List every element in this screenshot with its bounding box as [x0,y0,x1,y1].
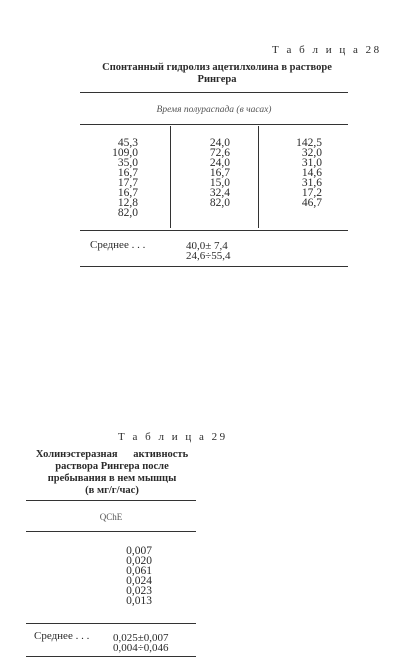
table-cell: 0,020 [126,555,152,567]
table29-title-line3: пребывания в нем мышцы [47,473,177,484]
table-cell: 142,5 [296,137,322,149]
table28-header-rule [80,124,348,125]
table29-title-line1: Холинэстеразная активность [35,449,189,460]
table28-col3 [280,138,322,208]
table28-mean-value: 40,0± 7,4 [186,240,228,252]
table-cell: 31,6 [301,177,322,189]
table-cell: 12,8 [117,197,138,209]
table28-col2 [196,138,230,208]
table-cell: 0,007 [126,545,152,557]
table-cell: 32,0 [301,147,322,159]
table29-header-rule [26,531,196,532]
table-cell: 72,6 [209,147,230,159]
table-cell: 45,3 [117,137,138,149]
table28-col1 [92,138,138,218]
table28-title-line1: Спонтанный гидролиз ацетилхолина в растворе [102,62,332,73]
table28-bottom-rule [80,266,348,267]
table29-values [112,546,152,606]
table-cell: 82,0 [117,207,138,219]
table-cell: 16,7 [209,167,230,179]
table28-column-header: Время полураспада (в часах) [156,105,272,115]
table29-body-rule [26,623,196,624]
table-cell: 17,7 [117,177,138,189]
table-cell: 0,024 [126,575,152,587]
table-cell: 16,7 [117,187,138,199]
table28-col-separator-1 [170,126,171,228]
table28-title-line2: Рингера [197,74,237,85]
table-cell: 24,0 [209,137,230,149]
table28-body-rule [80,230,348,231]
table29-title-line4: (в мг/г/час) [85,485,139,496]
table-cell: 31,0 [301,157,322,169]
table28-title [82,62,352,86]
table28-top-rule [80,92,348,93]
table29-mean-range: 0,004÷0,046 [113,642,169,654]
table-cell: 46,7 [301,197,322,209]
table-cell: 32,4 [209,187,230,199]
table-cell: 0,013 [126,595,152,607]
table-cell: 24,0 [209,157,230,169]
table-cell: 0,061 [126,565,152,577]
table-cell: 14,6 [301,167,322,179]
table-cell: 15,0 [209,177,230,189]
table-cell: 0,023 [126,585,152,597]
table-cell: 16,7 [117,167,138,179]
table29-mean-label: Среднее . . . [34,630,90,642]
table29-top-rule [26,500,196,501]
table28-caption: Т а б л и ц а 28 [272,44,382,56]
table-cell: 17,2 [301,187,322,199]
table28-mean-label: Среднее . . . [90,239,146,251]
table29-column-header: QChE [99,512,123,522]
table28-mean-range: 24,6÷55,4 [186,250,231,262]
table-cell: 109,0 [112,147,138,159]
table29-title [26,449,198,497]
table29-title-line2: раствора Рингера после [55,461,169,472]
table-cell: 35,0 [117,157,138,169]
table29-caption: Т а б л и ц а 29 [118,431,228,443]
table28-col-separator-2 [258,126,259,228]
table29-mean-value: 0,025±0,007 [113,632,169,644]
table29-bottom-rule [26,656,196,657]
table-cell: 82,0 [209,197,230,209]
